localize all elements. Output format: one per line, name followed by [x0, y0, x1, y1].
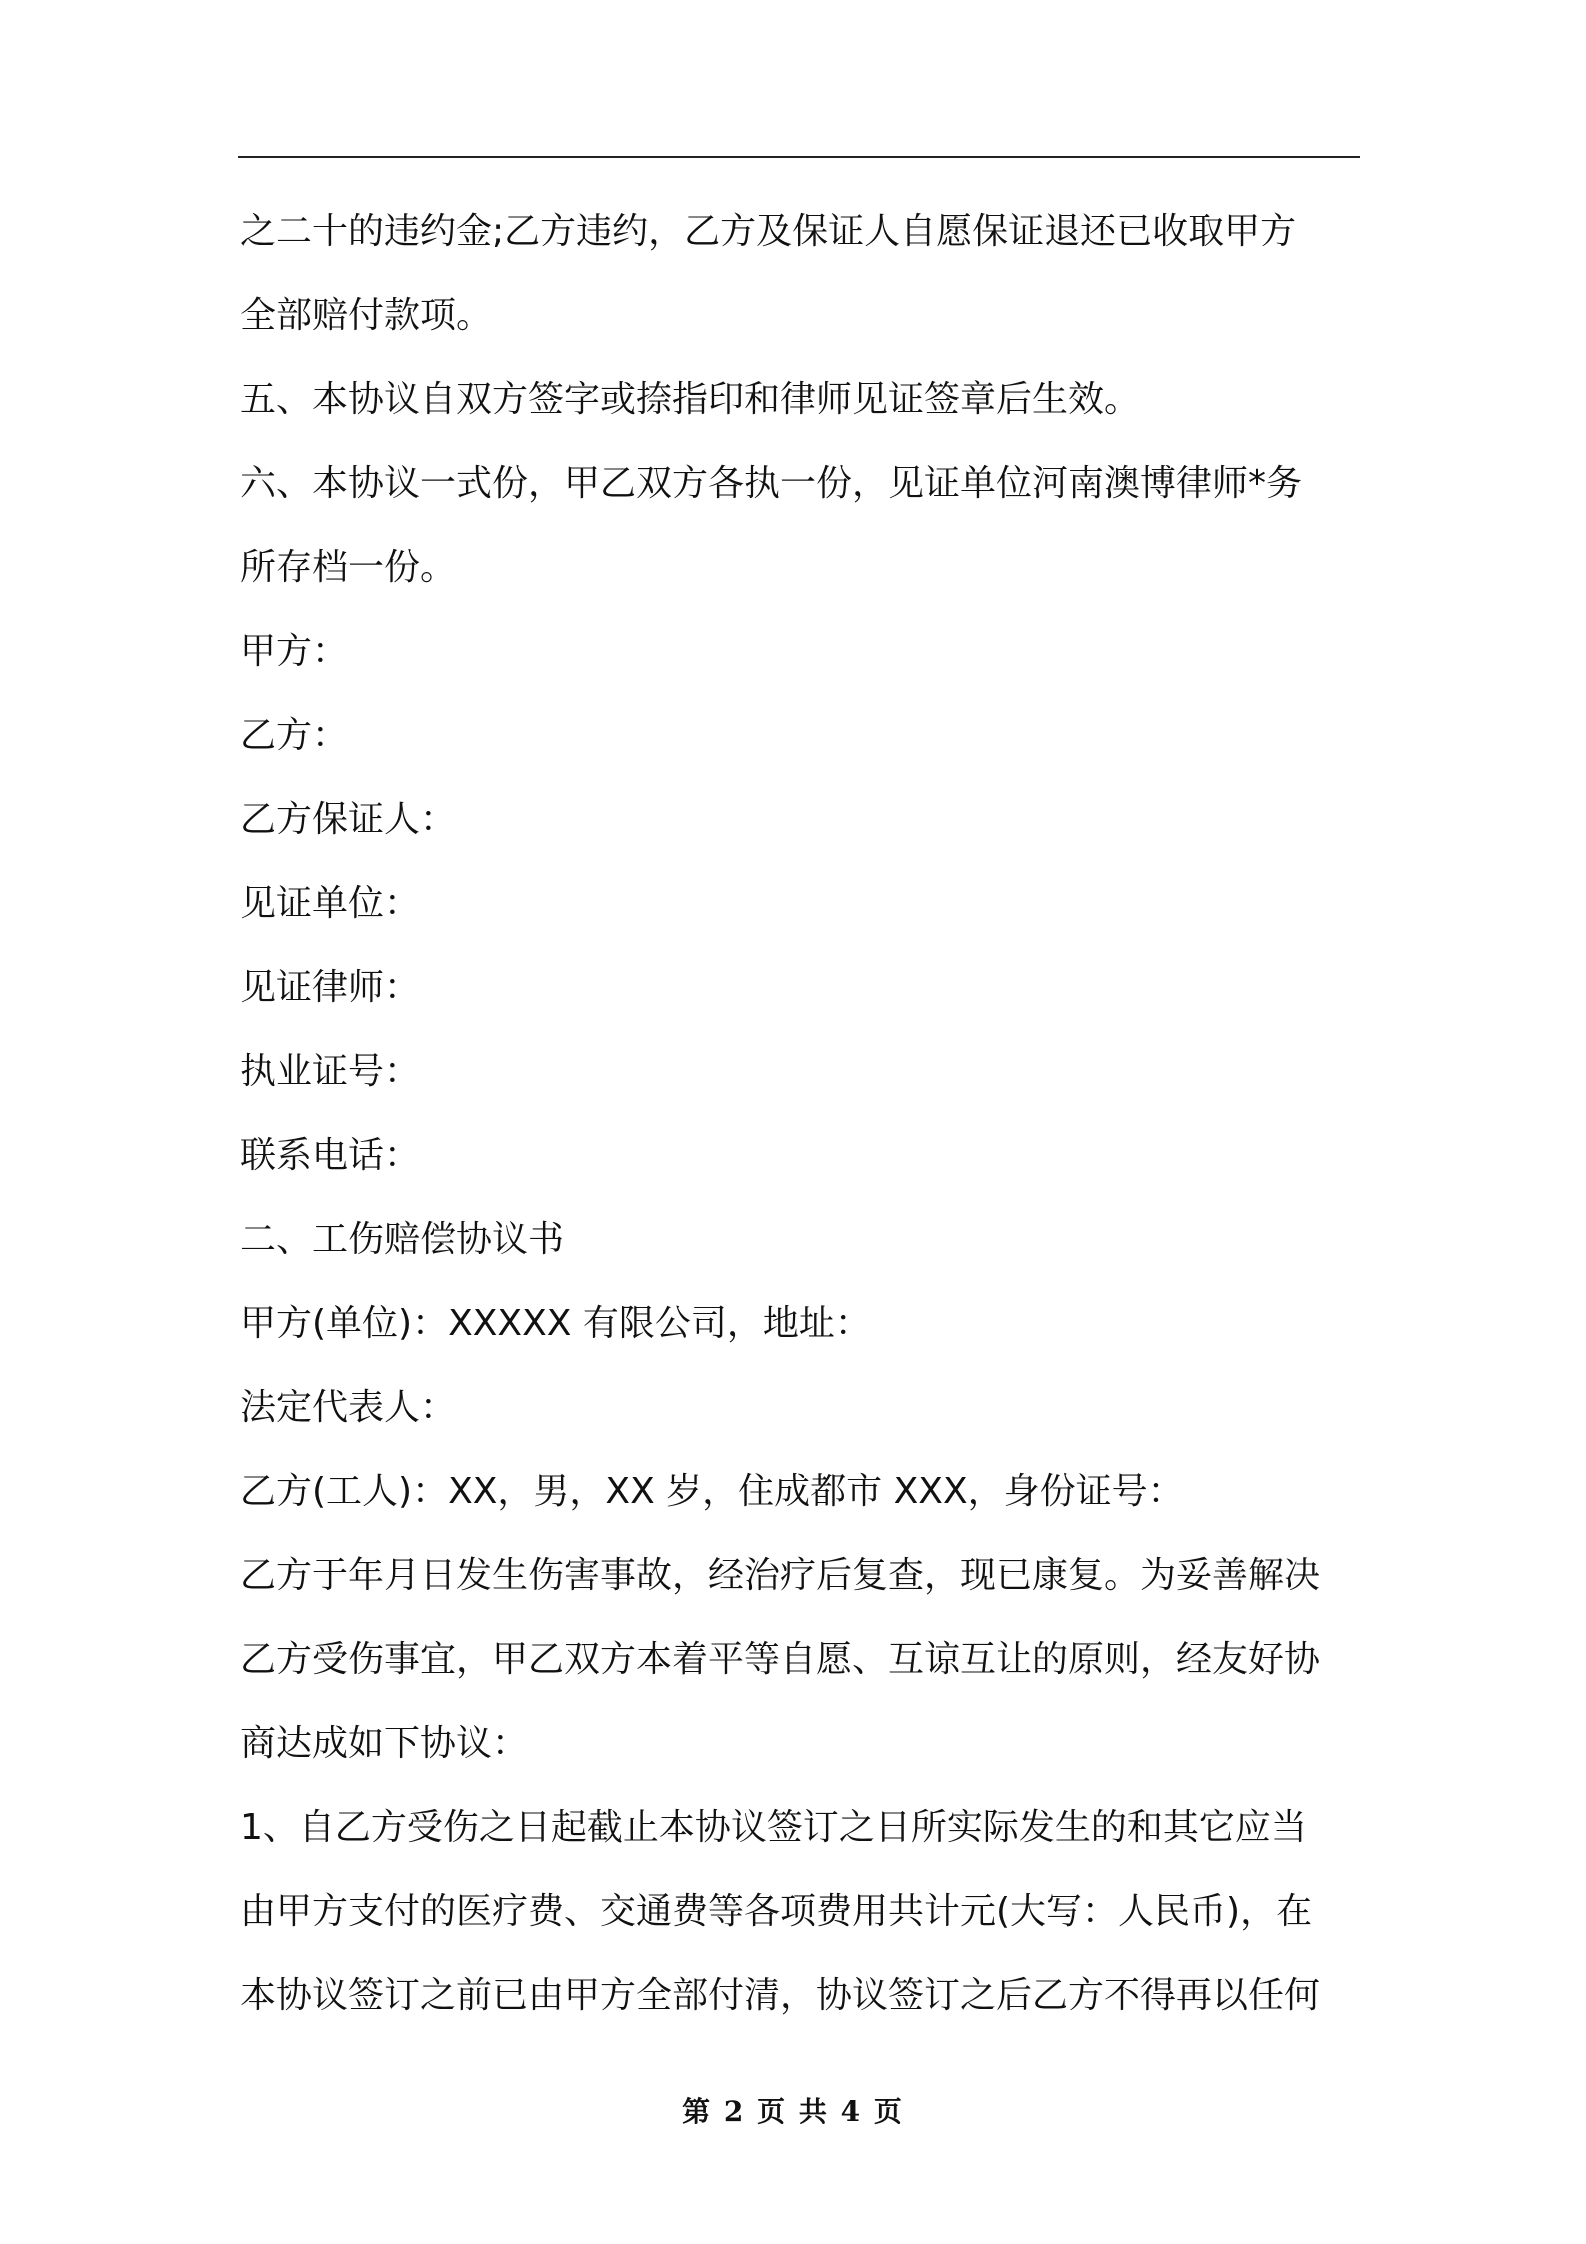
party-a-label: 甲方： — [240, 631, 349, 672]
legal-representative: 法定代表人： — [240, 1387, 457, 1428]
contact-phone-label: 联系电话： — [240, 1135, 421, 1176]
text-line: 乙方于年月日发生伤害事故，经治疗后复查，现已康复。为妥善解决 — [240, 1555, 1321, 1596]
party-b-label: 乙方： — [240, 715, 349, 756]
section-heading: 二、工伤赔偿协议书 — [240, 1219, 565, 1260]
text-line: 所存档一份。 — [240, 547, 457, 588]
party-b-worker: 乙方(工人)：XX，男，XX 岁，住成都市 XXX，身份证号： — [240, 1471, 1184, 1512]
witness-lawyer-label: 见证律师： — [240, 967, 421, 1008]
document-body — [240, 190, 1360, 2038]
party-a-unit: 甲方(单位)：XXXXX 有限公司，地址： — [240, 1303, 871, 1344]
clause-six: 六、本协议一式份，甲乙双方各执一份，见证单位河南澳博律师*务 — [240, 463, 1303, 504]
page-number: 第 2 页 共 4 页 — [682, 2095, 904, 2128]
license-number-label: 执业证号： — [240, 1051, 421, 1092]
text-line: 由甲方支付的医疗费、交通费等各项费用共计元(大写：人民币)，在 — [240, 1891, 1313, 1932]
text-line: 之二十的违约金;乙方违约，乙方及保证人自愿保证退还已收取甲方 — [240, 211, 1297, 252]
text-line: 商达成如下协议： — [240, 1723, 529, 1764]
witness-unit-label: 见证单位： — [240, 883, 421, 924]
text-line: 本协议签订之前已由甲方全部付清，协议签订之后乙方不得再以任何 — [240, 1975, 1321, 2016]
clause-one: 1、自乙方受伤之日起截止本协议签订之日所实际发生的和其它应当 — [240, 1807, 1307, 1848]
clause-five: 五、本协议自双方签字或捺指印和律师见证签章后生效。 — [240, 379, 1141, 420]
guarantor-label: 乙方保证人： — [240, 799, 457, 840]
header-rule — [238, 156, 1360, 158]
text-line: 全部赔付款项。 — [240, 295, 493, 336]
text-line: 乙方受伤事宜，甲乙双方本着平等自愿、互谅互让的原则，经友好协 — [240, 1639, 1321, 1680]
